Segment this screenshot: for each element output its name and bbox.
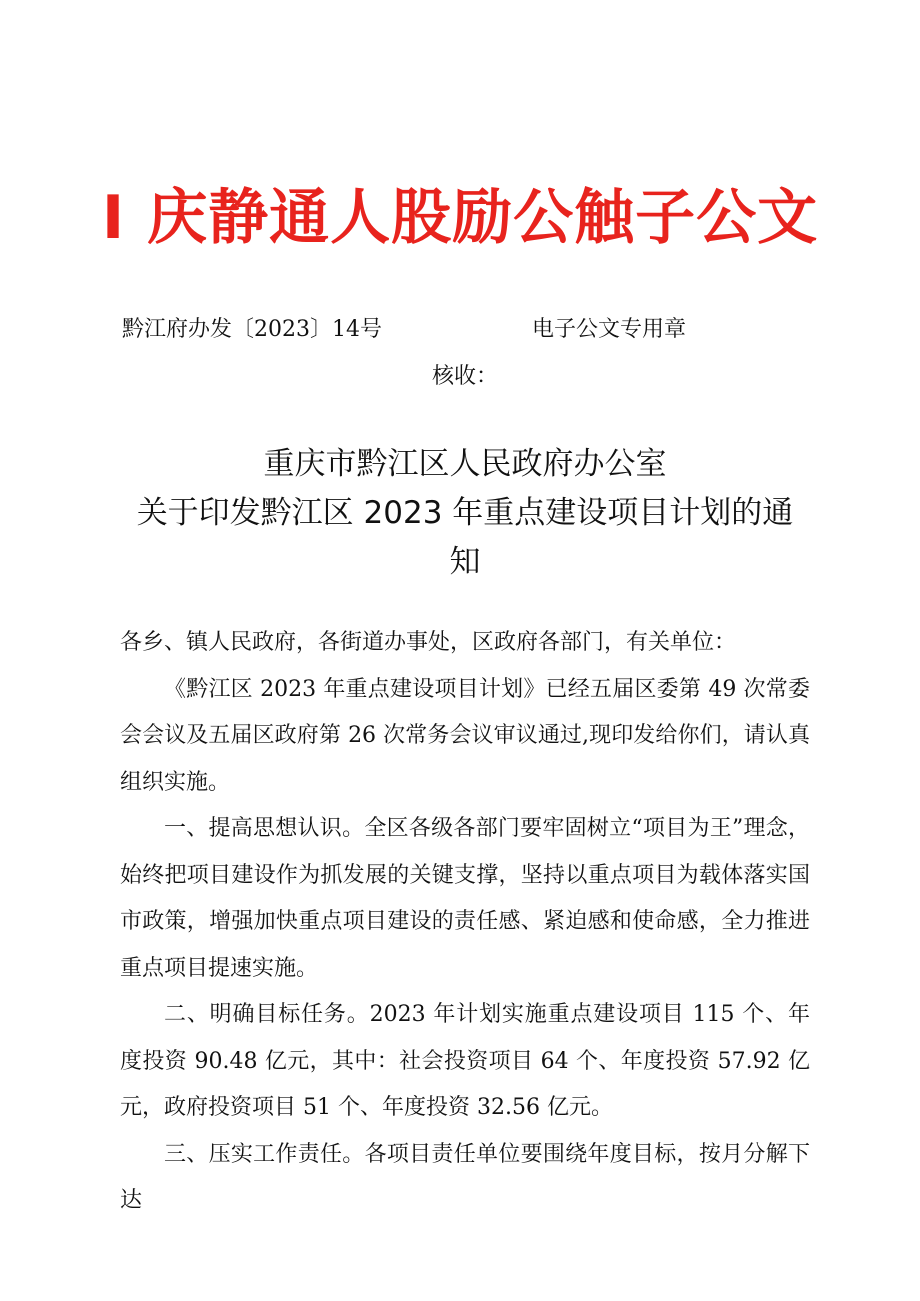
paragraph-section-3: 三、压实工作责任。各项目责任单位要围绕年度目标，按月分解下达 [120, 1141, 810, 1213]
title-line-2: 关于印发黔江区 2023 年重点建设项目计划的通 [136, 495, 794, 531]
electronic-seal-label: 电子公文专用章 [532, 317, 687, 342]
document-body [120, 620, 810, 1225]
salutation: 各乡、镇人民政府，各街道办事处，区政府各部门，有关单位： [120, 630, 737, 655]
document-title [120, 440, 810, 587]
paragraph-section-2: 二、明确目标任务。2023 年计划实施重点建设项目 115 个、年度投资 90.48 亿元，其中：社会投资项目 64 个、年度投资 57.92 亿元，政府投资项目 51 个、年度投资 32.56 亿元。 [120, 1002, 810, 1120]
title-line-3: 知 [449, 544, 481, 580]
check-receipt-label: 核收： [432, 364, 499, 389]
document-number: 黔江府办发〔2023〕14号 [122, 317, 382, 342]
masthead-title: I 庆静通人股励公触子公文 [101, 183, 819, 253]
paragraph-section-1: 一、提高思想认识。全区各级各部门要牢固树立“项目为王”理念，始终把项目建设作为抓发展的关键支撑，坚持以重点项目为载体落实国市政策，增强加快重点项目建设的责任感、紧迫感和使命感，全力推进重点项目提速实施。 [120, 816, 810, 981]
document-meta [122, 312, 802, 348]
masthead [0, 178, 920, 258]
title-line-1: 重庆市黔江区人民政府办公室 [263, 446, 667, 482]
paragraph-intro: 《黔江区 2023 年重点建设项目计划》已经五届区委第 49 次常委会会议及五届区政府第 26 次常务会议审议通过,现印发给你们，请认真组织实施。 [120, 676, 810, 795]
